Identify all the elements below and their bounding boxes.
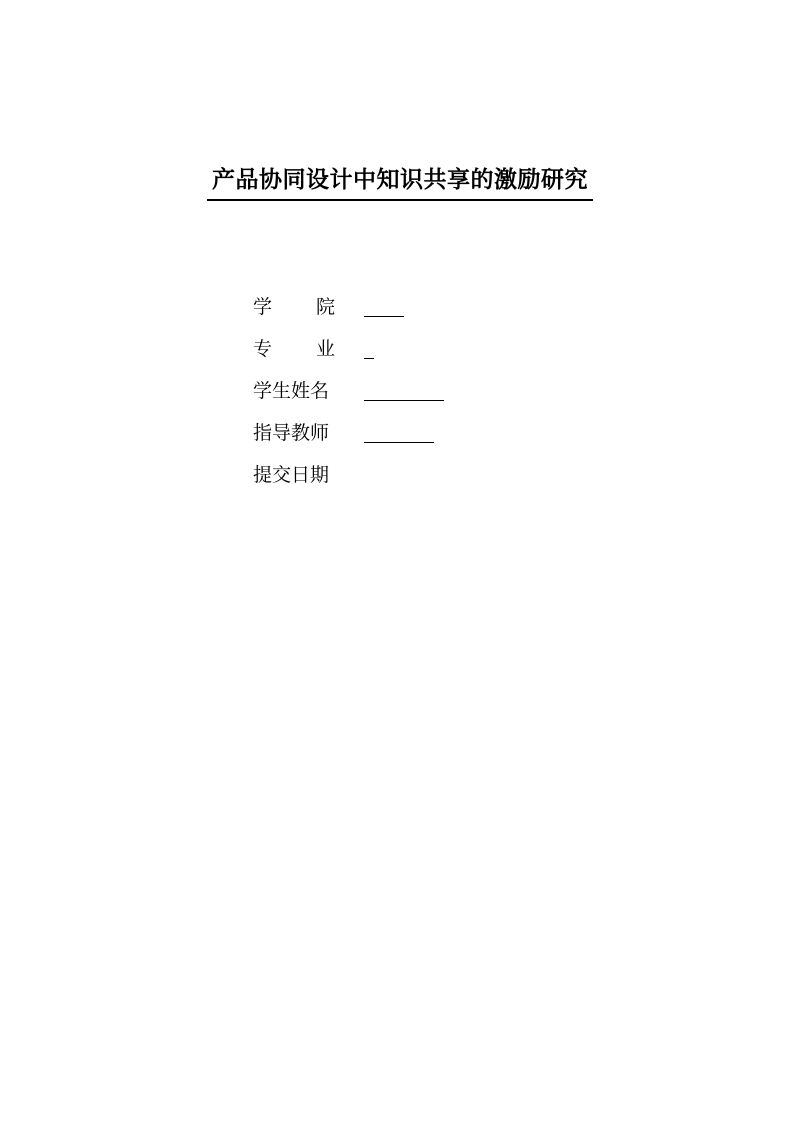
college-blank-line bbox=[364, 316, 404, 317]
label-char: 学 bbox=[253, 296, 273, 318]
label-char: 专 bbox=[253, 338, 273, 360]
field-label-submit-date: 提交日期 bbox=[253, 464, 330, 486]
field-label-major bbox=[253, 334, 335, 364]
field-label-advisor: 指导教师 bbox=[253, 422, 330, 444]
field-label-student-name: 学生姓名 bbox=[253, 380, 330, 402]
title-underline bbox=[207, 199, 593, 201]
advisor-blank-line bbox=[364, 442, 434, 443]
label-char: 院 bbox=[315, 296, 335, 318]
student-name-blank-line bbox=[364, 400, 444, 401]
major-blank-line bbox=[364, 358, 374, 359]
field-label-college bbox=[253, 292, 335, 322]
thesis-title: 产品协同设计中知识共享的激励研究 bbox=[212, 167, 588, 193]
label-char: 业 bbox=[315, 338, 335, 360]
